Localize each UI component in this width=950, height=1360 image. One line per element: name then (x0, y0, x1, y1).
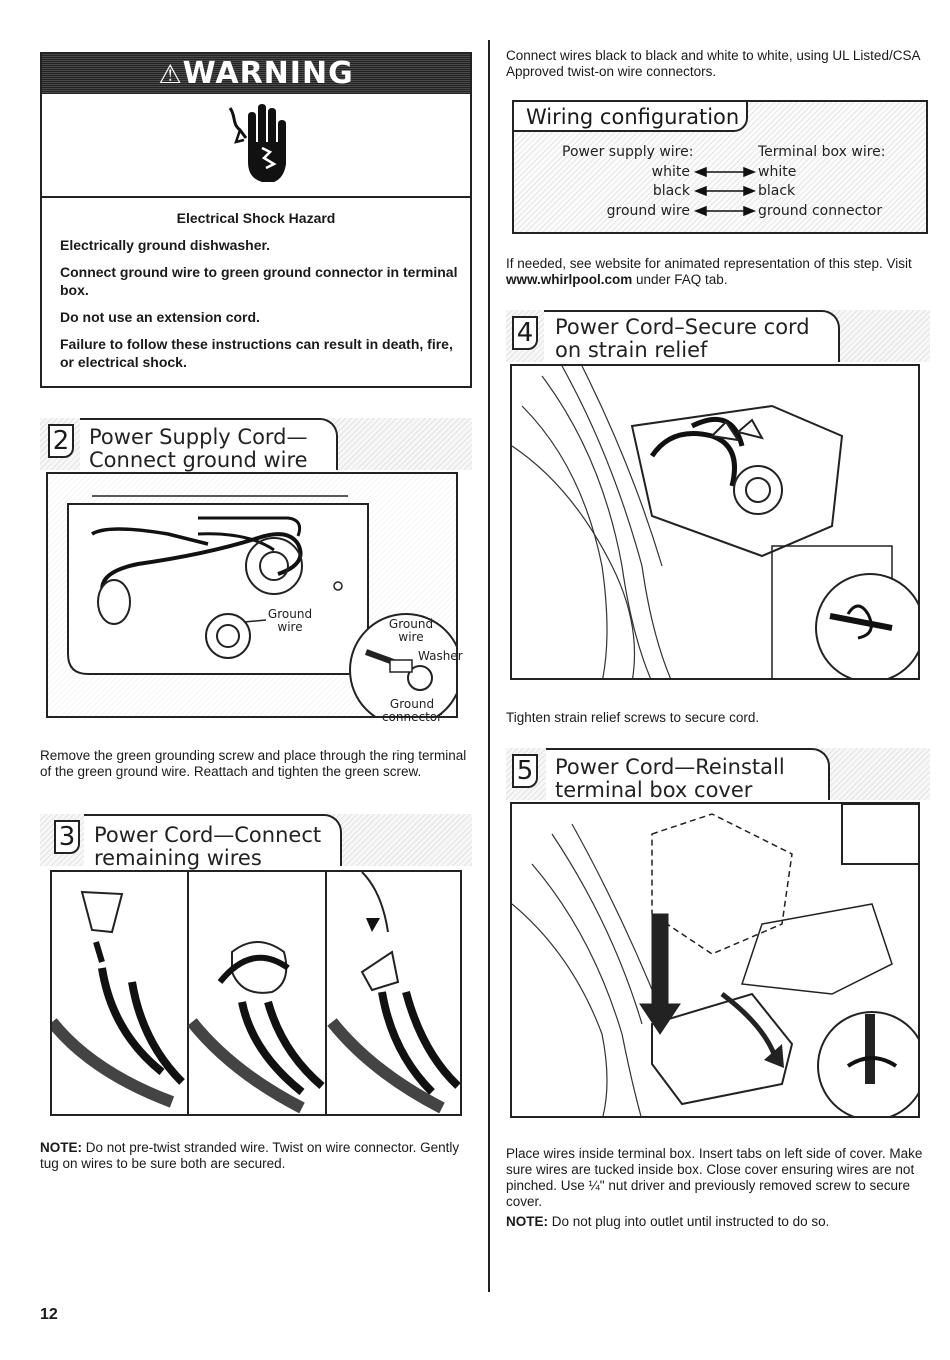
wiring-left-header: Power supply wire: (562, 144, 694, 160)
warning-title: ⚠WARNING (158, 56, 354, 91)
callout-washer: Washer (418, 649, 463, 663)
step3-note (40, 1140, 470, 1172)
website-note: If needed, see website for animated representation of this step. Visit www.whirlpool.com under FAQ tab. (506, 256, 912, 287)
step5-number: 5 (512, 754, 538, 788)
callout-ground-connector: Ground connector (381, 697, 443, 724)
step4-title: Power Cord–Secure cord on strain relief (555, 315, 810, 362)
step2-number: 2 (48, 424, 74, 458)
warning-line: Failure to follow these instructions can result in death, fire, or electrical shock. (60, 336, 453, 370)
wiring-right-header: Terminal box wire: (758, 144, 886, 160)
warning-heading: Electrical Shock Hazard (176, 210, 336, 226)
step2-title: Power Supply Cord— Connect ground wire (89, 425, 308, 472)
double-arrow-icons (694, 164, 756, 224)
wiring-config-title: Wiring configuration (526, 105, 740, 129)
wiring-row-left: black (652, 183, 690, 199)
warning-line: Connect ground wire to green ground connector in terminal box. (60, 264, 458, 298)
step5-instructions: Place wires inside terminal box. Insert tabs on left side of cover. Make sure wires are tucked inside box. Close cover ensuring wires are not pinched. Use ¼" nut driver and previously removed screw to secure cover. (506, 1146, 923, 1209)
step4-illustration (510, 364, 920, 680)
wiring-row-left: white (651, 164, 690, 180)
step3-note-label: NOTE: (40, 1140, 82, 1155)
step3-illustration (50, 870, 462, 1116)
callout-ground-wire-inset: Ground wire (388, 617, 434, 644)
warning-separator (42, 196, 470, 198)
step4-number: 4 (512, 316, 538, 350)
step2-drawing (48, 474, 458, 718)
wiring-row-left: ground wire (606, 203, 690, 219)
step3-number: 3 (54, 820, 80, 854)
step2-instructions: Remove the green grounding screw and place through the ring terminal of the green ground wire. Reattach and tighten the green screw. (40, 748, 467, 779)
step5-drawing (512, 804, 920, 1118)
step5-note-label: NOTE: (506, 1214, 548, 1229)
column-divider (488, 40, 490, 1292)
electric-shock-hand-icon (226, 102, 292, 188)
page-number: 12 (40, 1306, 58, 1323)
warning-line: Do not use an extension cord. (60, 309, 260, 325)
wiring-row-right: black (758, 183, 796, 199)
step3-drawing (52, 872, 462, 1116)
step3-title: Power Cord—Connect remaining wires (94, 823, 322, 870)
warning-list (60, 236, 460, 380)
step4-instructions: Tighten strain relief screws to secure cord. (506, 710, 760, 725)
connect-wires-intro: Connect wires black to black and white to white, using UL Listed/CSA Approved twist-on wire connectors. (506, 48, 920, 79)
step3-note-text: Do not pre-twist stranded wire. Twist on wire connector. Gently tug on wires to be sure both are secured. (40, 1140, 460, 1171)
step4-drawing (512, 366, 920, 680)
step5-note (506, 1214, 932, 1230)
step5-illustration (510, 802, 920, 1118)
warning-line: Electrically ground dishwasher. (60, 237, 271, 253)
step2-illustration (46, 472, 458, 718)
wiring-row-right: white (758, 164, 797, 180)
step5-note-text: Do not plug into outlet until instructed to do so. (548, 1214, 830, 1229)
wiring-row-right: ground connector (758, 203, 883, 219)
warning-triangle-icon: ⚠ (158, 60, 183, 90)
step5-title: Power Cord—Reinstall terminal box cover (555, 755, 785, 802)
website-link[interactable]: www.whirlpool.com (506, 272, 633, 287)
callout-ground-wire: Ground wire (267, 607, 313, 634)
